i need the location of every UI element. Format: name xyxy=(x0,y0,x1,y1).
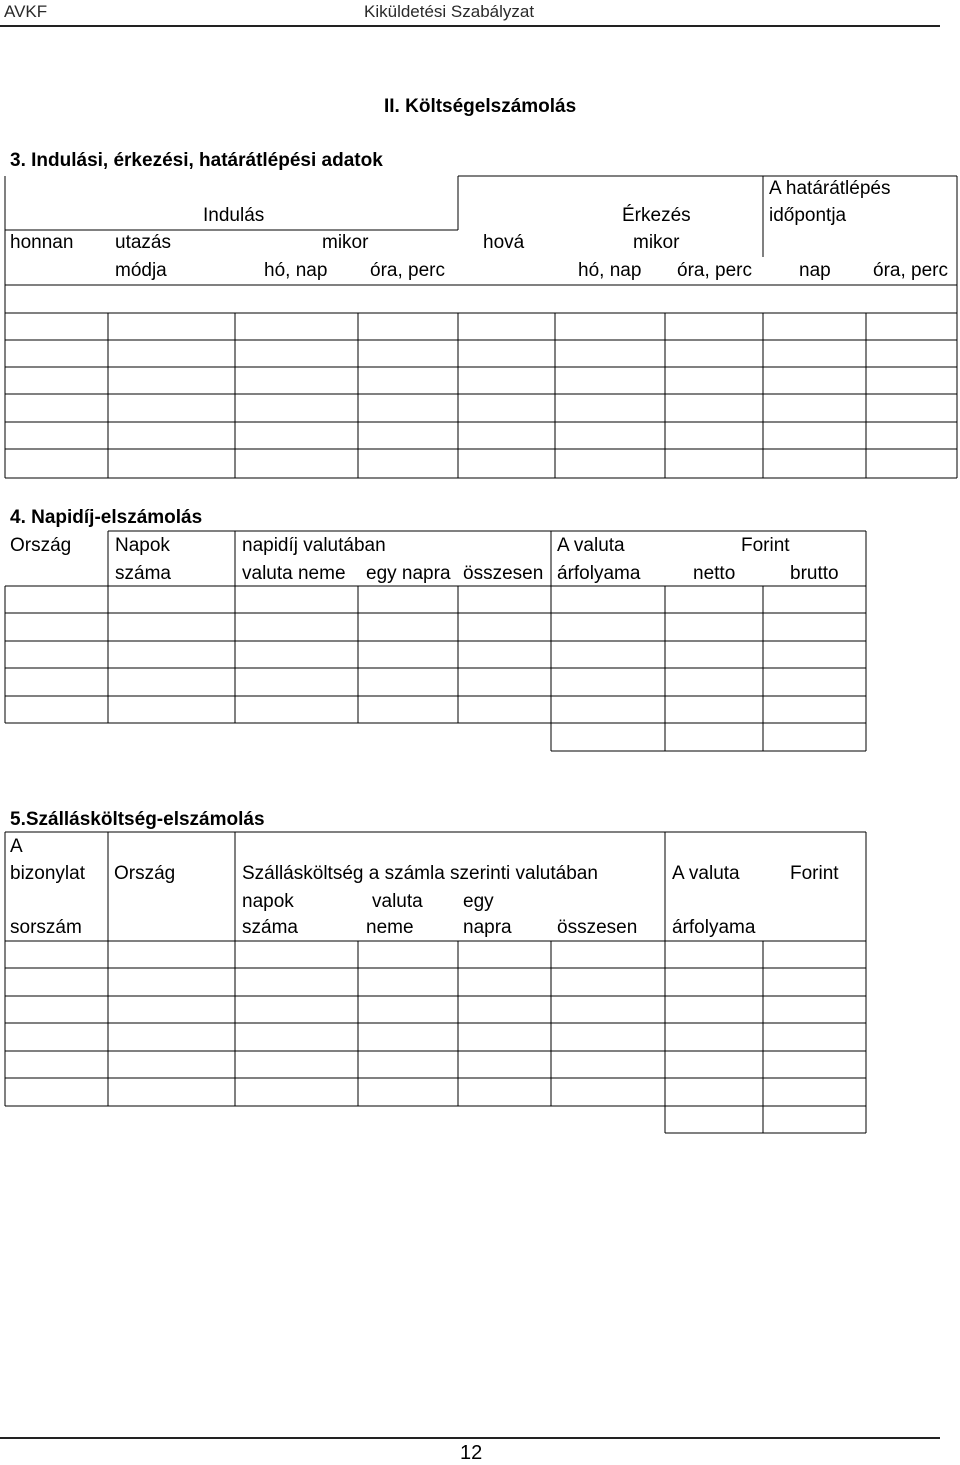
s3-header-indulas: Indulás xyxy=(203,205,265,226)
s3-header-honnan: honnan xyxy=(10,232,74,253)
s4-header-forint: Forint xyxy=(741,535,790,556)
s5-header-valuta: valuta xyxy=(372,891,423,912)
s3-header-honap-2: hó, nap xyxy=(578,260,642,281)
s3-header-ora-3: óra, perc xyxy=(873,260,948,281)
s4-header-arfolyama: árfolyama xyxy=(557,563,641,584)
s4-header-valuta-neme: valuta neme xyxy=(242,563,346,584)
s4-header-szama: száma xyxy=(115,563,171,584)
s4-header-napok: Napok xyxy=(115,535,170,556)
s3-header-modja: módja xyxy=(115,260,167,281)
s3-header-nap: nap xyxy=(799,260,831,281)
s5-header-orszag: Ország xyxy=(114,863,176,884)
header-left: AVKF xyxy=(4,2,48,21)
s4-header-osszesen: összesen xyxy=(463,563,544,584)
s3-header-mikor-1: mikor xyxy=(322,232,369,253)
header-right: Kiküldetési Szabályzat xyxy=(364,2,535,21)
s5-header-napok: napok xyxy=(242,891,294,912)
s4-header-brutto: brutto xyxy=(790,563,839,584)
s3-header-hatar-1: A határátlépés xyxy=(769,178,891,199)
s3-header-mikor-2: mikor xyxy=(633,232,680,253)
s3-header-hova: hová xyxy=(483,232,525,253)
section5-title: 5.Szállásköltség-elszámolás xyxy=(10,809,265,830)
s3-header-ora-2: óra, perc xyxy=(677,260,752,281)
page-number: 12 xyxy=(460,1442,483,1464)
s5-header-osszesen: összesen xyxy=(557,917,638,938)
s4-header-napidij: napidíj valutában xyxy=(242,535,386,556)
s5-header-a: A xyxy=(10,836,23,857)
s5-header-sorszam: sorszám xyxy=(10,917,82,938)
footer-rule xyxy=(0,1437,940,1439)
s5-header-bizonylat: bizonylat xyxy=(10,863,85,884)
s5-header-forint: Forint xyxy=(790,863,839,884)
s5-header-napra: napra xyxy=(463,917,512,938)
s3-header-erkezes: Érkezés xyxy=(622,205,691,226)
section4-title: 4. Napidíj-elszámolás xyxy=(10,507,203,528)
s5-header-a-valuta: A valuta xyxy=(672,863,740,884)
s3-header-hatar-2: időpontja xyxy=(769,205,847,226)
s5-header-szallaskoltseg: Szállásköltség a számla szerinti valutában xyxy=(242,863,598,884)
s4-header-netto: netto xyxy=(693,563,736,584)
s3-header-utazas: utazás xyxy=(115,232,171,253)
s5-header-szama: száma xyxy=(242,917,298,938)
s5-header-neme: neme xyxy=(366,917,414,938)
s5-header-arfolyama: árfolyama xyxy=(672,917,756,938)
s5-header-egy: egy xyxy=(463,891,494,912)
s4-header-a-valuta: A valuta xyxy=(557,535,625,556)
s4-header-orszag: Ország xyxy=(10,535,72,556)
page-title: II. Költségelszámolás xyxy=(384,96,577,117)
section3-title: 3. Indulási, érkezési, határátlépési adatok xyxy=(10,150,383,171)
s3-header-ora-1: óra, perc xyxy=(370,260,445,281)
s4-header-egy-napra: egy napra xyxy=(366,563,451,584)
s3-header-honap-1: hó, nap xyxy=(264,260,328,281)
